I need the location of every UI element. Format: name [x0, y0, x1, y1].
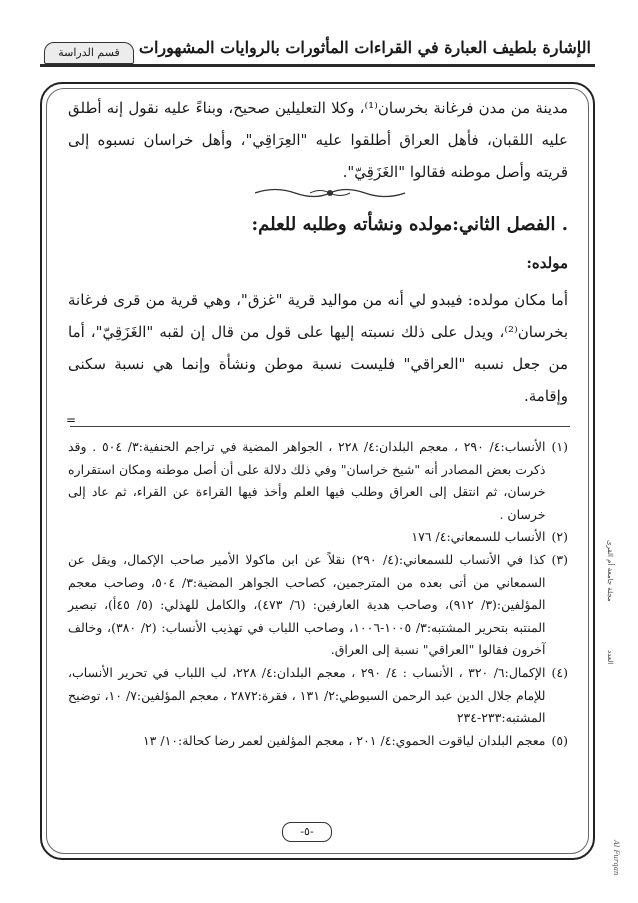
footnotes [68, 436, 568, 752]
book-title: الإشارة بلطيف العبارة في القراءات المأثورات بالروايات المشهورات [138, 38, 591, 57]
footnote-number: (٣) [551, 551, 568, 567]
header-rule [40, 64, 595, 67]
paragraph-2: أما مكان مولده: فيبدو لي أنه من مواليد قرية "غزق"، وهي قرية من قرى فرغانة بخرسان⁽²⁾، ويدل على ذلك نسبته إليها على قول من قال إن لقبه "الغَزَقِيّ"، أما من جعل نسبه "العراقي" فليست نسبة موطن ونشأة وإنما هي نسبة سكنى وإقامة. [68, 291, 568, 405]
footnote-number: (٢) [551, 529, 568, 545]
footnote-marker: = [66, 413, 77, 427]
footnote-text: الإكمال:٦/ ٣٢٠ ، الأنساب : ٤/ ٢٩٠ ، معجم البلدان:٤/ ٢٢٨، لب اللباب في تحرير الأنساب، للإمام جلال الدين عبد الرحمن السيوطي:٢/ ١٣١ ، فقرة:٢٨٧٢ ، معجم المؤلفين:٧/ ١٠، توضيح المشتبه:٢٣٣-٢٣٤ [68, 664, 546, 726]
footnote-number: (٤) [551, 664, 568, 680]
footnote-number: (٥) [551, 732, 568, 748]
footnote-separator [70, 426, 570, 428]
footnote [68, 730, 568, 753]
page-number: -٥- [282, 822, 332, 842]
chapter-heading: . الفصل الثاني:مولده ونشأته وطلبه للعلم: [251, 214, 568, 235]
side-publisher-mark: Al Furqan [612, 840, 620, 876]
side-issue-label: العدد [606, 650, 614, 665]
ornament-divider-icon [255, 186, 405, 200]
footnote-number: (١) [551, 439, 568, 454]
footnote-text: كذا في الأنساب للسمعاني:(٤/ ٢٩٠) نقلاً عن ابن ماكولا الأمير صاحب الإكمال، ويقل عن السمعاني من أتى بعده من المترجمين، كصاحب الجواهر المضية:٣/ ٥٠٤، وصاحب معجم المؤلفين:(٣/ ٩١٢)، وصاحب هدية العارفين: (٦/ ٤٧٣)، والكامل للهذلي: (٥/ ٤٥أ)، تبصير المنتبه بتحرير المشتبه:٣/ ١٠٠٥-١٠٠٦، وصاحب اللباب في تهذيب الأنساب: (٢/ ٣٨٠)، وخالف آخرون فقالوا "العراقي" نسبة إلى العراق. [68, 551, 546, 658]
side-margin [606, 540, 630, 900]
footnote [68, 549, 568, 662]
footnote-text: معجم البلدان لياقوت الحموي:٤/ ٢٠١ ، معجم المؤلفين لعمر رضا كحالة:١٠/ ١٣ [142, 732, 546, 748]
department-tab: قسم الدراسة [44, 42, 134, 64]
running-header [40, 38, 595, 68]
footnote [68, 662, 568, 730]
footnote-text: الأنساب للسمعاني:٤/ ١٧٦ [411, 529, 546, 545]
paragraph-1: مدينة من مدن فرغانة بخرسان⁽¹⁾، وكلا التعليلين صحيح، وبناءً عليه نقول إنه أطلق عليه اللقبان، فأهل العراق أطلقوا عليه "العِرَاقِي"، وأهل خراسان نسبوه إلى قريته وأصل موطنه فقالوا "الغَزَقِيّ". [68, 99, 568, 181]
side-journal-name: مجلة جامعة أم القرى [606, 540, 614, 602]
section-heading: مولده: [526, 254, 568, 272]
footnote [68, 526, 568, 549]
footnote-text: الأنساب:٤/ ٢٩٠ ، معجم البلدان:٤/ ٢٢٨ ، الجواهر المضية في تراجم الحنفية:٣/ ٥٠٤ . وقد ذكرت بعض المصادر أنه "شيخ خراسان" وفي ذلك دلالة على أن أصل موطنه ومكان استقراره خرسان، ثم انتقل إلى العراق وطلب فيها العلم وأخذ فيها القراءة عن القراء، ثم عاد إلى خرسان . [68, 439, 546, 522]
footnote [68, 436, 568, 526]
